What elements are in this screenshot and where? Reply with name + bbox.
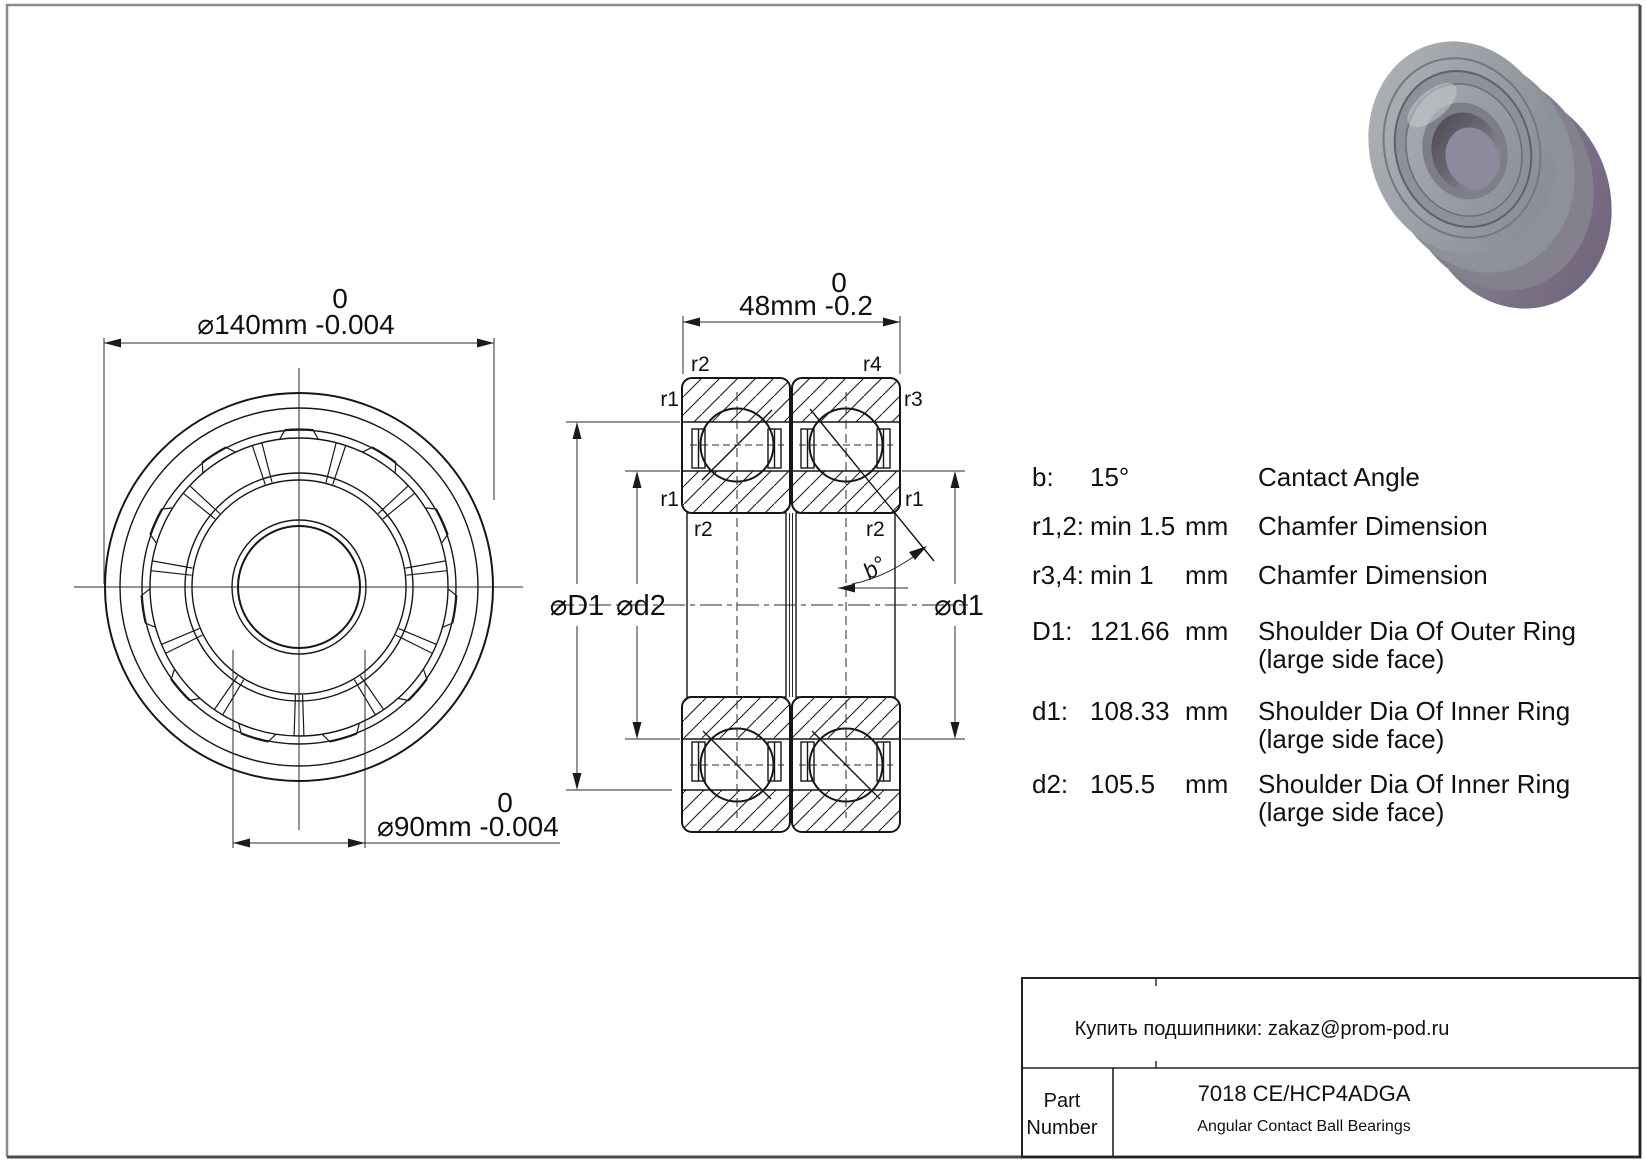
vendor-email: Купить подшипники: zakaz@prom-pod.ru xyxy=(1074,1018,1450,1040)
dim-bore-diameter xyxy=(233,650,560,848)
contact-angle-annotation xyxy=(838,546,927,593)
spec-value: 121.66 xyxy=(1090,616,1170,646)
label-r2-bore-left: r2 xyxy=(694,518,713,541)
label-r3-right-upper: r3 xyxy=(904,388,923,411)
spec-label: D1: xyxy=(1032,616,1073,646)
part-type: Angular Contact Ball Bearings xyxy=(1197,1118,1411,1135)
spec-label: b: xyxy=(1032,462,1054,492)
spec-desc2: (large side face) xyxy=(1258,644,1445,674)
dim-od-upper-tol: 0 xyxy=(332,283,348,314)
spec-label: r1,2: xyxy=(1032,511,1085,541)
spec-desc: Shoulder Dia Of Outer Ring xyxy=(1258,616,1576,646)
spec-unit: mm xyxy=(1185,616,1229,646)
spec-row xyxy=(1032,616,1576,674)
spec-unit: mm xyxy=(1185,560,1229,590)
part-number-label-line2: Number xyxy=(1026,1117,1098,1139)
spec-row xyxy=(1032,560,1488,590)
dim-bore-label: ⌀90mm -0.004 xyxy=(377,811,559,842)
dim-width-label: 48mm -0.2 xyxy=(739,290,873,321)
dim-bore-upper-tol: 0 xyxy=(497,787,513,818)
spec-value: min 1 xyxy=(1090,560,1154,590)
bearing-3d-render xyxy=(1341,17,1639,334)
spec-table xyxy=(1032,462,1576,827)
spec-unit: mm xyxy=(1185,696,1229,726)
spec-desc: Shoulder Dia Of Inner Ring xyxy=(1258,696,1571,726)
spec-row xyxy=(1032,511,1488,541)
label-r2-bore-right: r2 xyxy=(866,518,885,541)
spec-unit: mm xyxy=(1185,769,1229,799)
label-d2: ⌀d2 xyxy=(616,590,666,622)
spec-desc: Shoulder Dia Of Inner Ring xyxy=(1258,769,1571,799)
label-r1-left-mid: r1 xyxy=(660,488,679,511)
spec-value: 15° xyxy=(1090,462,1130,492)
label-d1: ⌀d1 xyxy=(934,590,984,622)
label-r1-left-upper: r1 xyxy=(660,388,679,411)
angle-label: b° xyxy=(858,550,891,585)
spec-label: d2: xyxy=(1032,769,1069,799)
spec-desc: Chamfer Dimension xyxy=(1258,511,1488,541)
section-view xyxy=(550,267,984,832)
spec-row xyxy=(1032,462,1420,492)
spec-label: d1: xyxy=(1032,696,1069,726)
spec-desc: Cantact Angle xyxy=(1258,462,1420,492)
dim-od-label: ⌀140mm -0.004 xyxy=(197,309,395,340)
part-number-value: 7018 CE/HCP4ADGA xyxy=(1197,1081,1411,1106)
spec-row xyxy=(1032,696,1570,754)
dim-width-upper-tol: 0 xyxy=(831,267,847,298)
spec-desc2: (large side face) xyxy=(1258,797,1445,827)
front-view xyxy=(74,283,560,848)
label-r2-top-left: r2 xyxy=(691,353,710,376)
spec-value: 105.5 xyxy=(1090,769,1156,799)
spec-row xyxy=(1032,769,1570,827)
label-r1-right-mid: r1 xyxy=(905,488,924,511)
title-block xyxy=(1022,978,1640,1157)
spec-label: r3,4: xyxy=(1032,560,1085,590)
part-number-label-line1: Part xyxy=(1043,1090,1081,1112)
label-D1: ⌀D1 xyxy=(549,590,605,622)
spec-desc2: (large side face) xyxy=(1258,724,1445,754)
spec-desc: Chamfer Dimension xyxy=(1258,560,1488,590)
label-r4-top-right: r4 xyxy=(863,353,882,376)
spec-value: min 1.5 xyxy=(1090,511,1176,541)
spec-value: 108.33 xyxy=(1090,696,1170,726)
spec-unit: mm xyxy=(1185,511,1229,541)
